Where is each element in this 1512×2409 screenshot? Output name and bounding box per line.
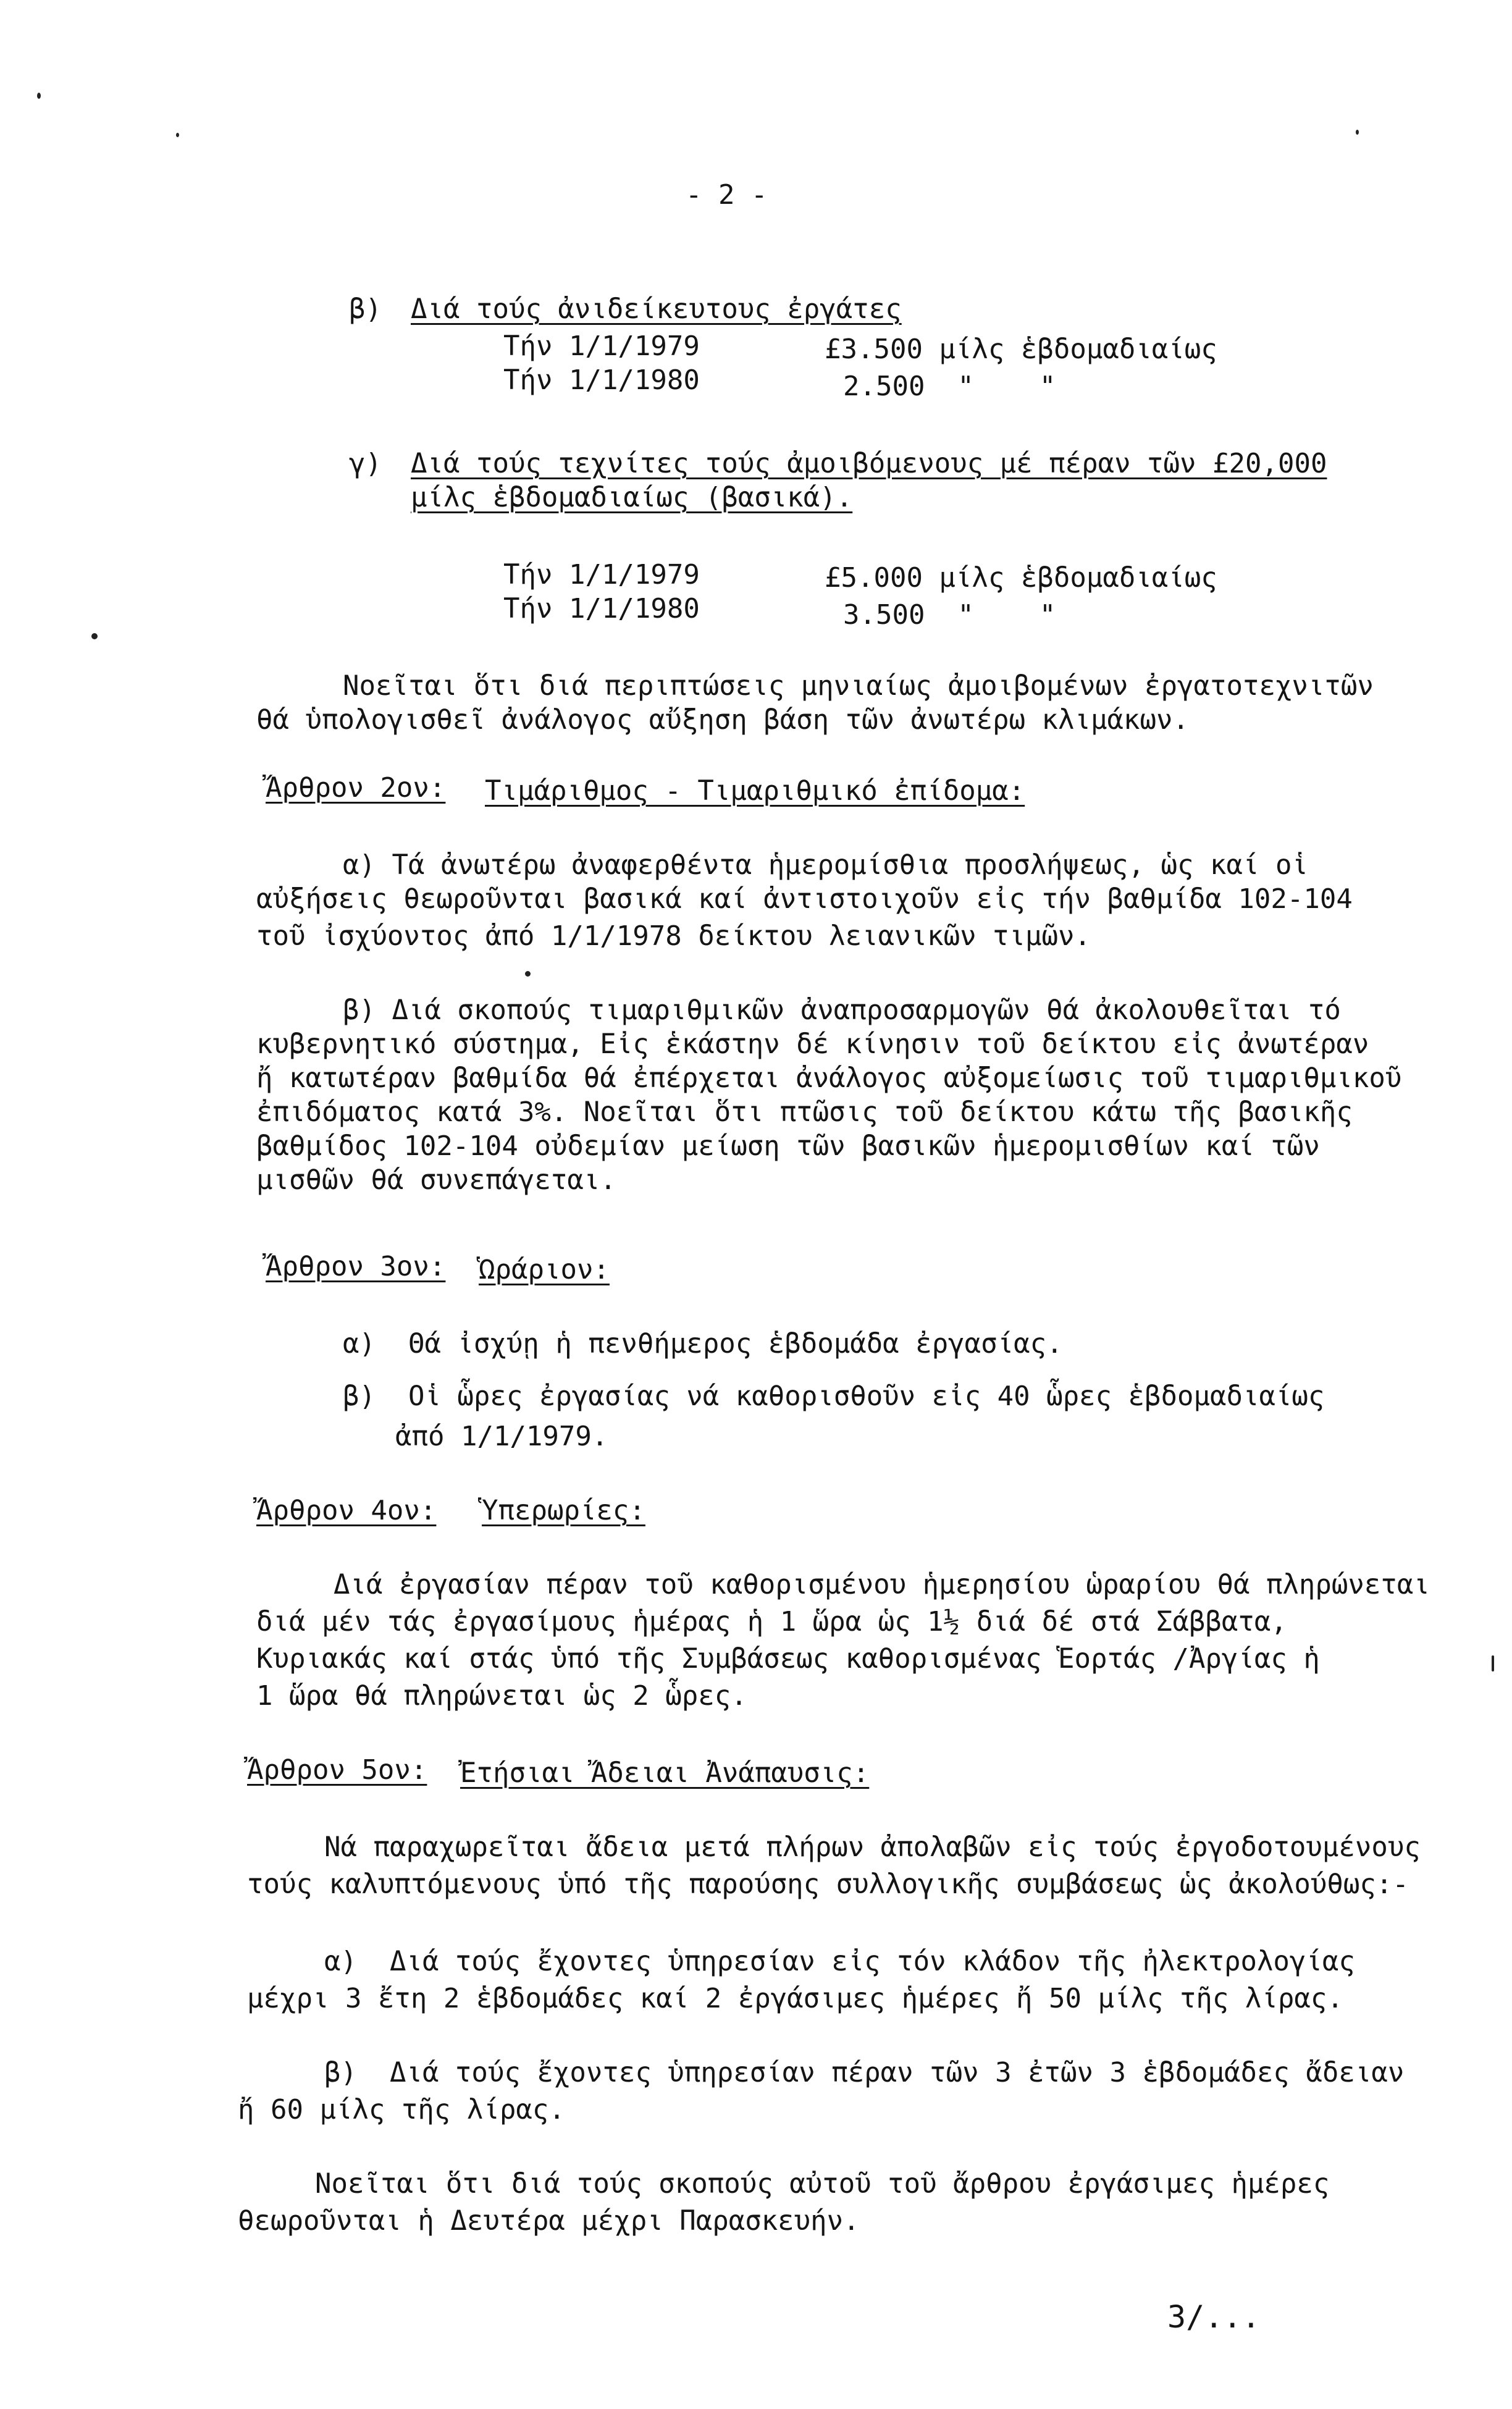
article-2-title: Τιμάριθμος - Τιμαριθμικό ἐπίδομα:: [485, 775, 1025, 807]
scan-speck: [91, 633, 98, 639]
gamma-row-2-amount: 3.500 " ": [843, 599, 1056, 631]
article-3-b-line1: β) Οἱ ὧρες ἐργασίας νά καθορισθοῦν εἰς 40 ὧρες ἑβδομαδιαίως: [343, 1381, 1325, 1412]
article-4-line4: 1 ὥρα θά πληρώνεται ὡς 2 ὧρες.: [256, 1680, 747, 1712]
article-2-b-line2: κυβερνητικό σύστημα, Εἰς ἑκάστην δέ κίνησιν τοῦ δείκτου εἰς ἀνωτέραν: [256, 1028, 1369, 1060]
scan-speck: [1492, 1655, 1494, 1671]
article-2-a-line1: α) Τά ἀνωτέρω ἀναφερθέντα ἡμερομίσθια προσλήψεως, ὡς καί οἱ: [343, 849, 1308, 881]
article-4-title: Ὑπερωρίες:: [482, 1495, 645, 1526]
article-2-b-line3: ἤ κατωτέραν βαθμίδα θά ἐπέρχεται ἀνάλογος αὐξομείωσις τοῦ τιμαριθμικοῦ: [256, 1062, 1402, 1094]
article-5-b-line2: ἤ 60 μίλς τῆς λίρας.: [238, 2094, 565, 2125]
gamma-heading-line1: Διά τούς τεχνίτες τούς ἀμοιβόμενους μέ πέραν τῶν £20,000: [411, 448, 1327, 479]
article-5-a-line1: α) Διά τούς ἔχοντες ὑπηρεσίαν εἰς τόν κλάδον τῆς ἠλεκτρολογίας: [324, 1946, 1355, 1977]
article-2-b-line5: βαθμίδος 102-104 οὐδεμίαν μείωση τῶν βασικῶν ἡμερομισθίων καί τῶν: [256, 1130, 1320, 1162]
article-5-intro-line2: τούς καλυπτόμενους ὑπό τῆς παρούσης συλλογικῆς συμβάσεως ὡς ἀκολούθως:-: [247, 1869, 1409, 1900]
article-4-line3: Κυριακάς καί στάς ὑπό τῆς Συμβάσεως καθορισμένας Ἑορτάς /Ἀργίας ἡ: [256, 1643, 1320, 1675]
article-2-a-line2: αὐξήσεις θεωροῦνται βασικά καί ἀντιστοιχοῦν εἰς τήν βαθμίδα 102-104: [256, 883, 1353, 915]
beta-heading: Διά τούς ἀνιδείκευτους ἐργάτες: [411, 293, 902, 325]
article-2-b-line4: ἐπιδόματος κατά 3%. Νοεῖται ὅτι πτῶσις τοῦ δείκτου κάτω τῆς βασικῆς: [256, 1096, 1353, 1128]
note-monthly-line2: θά ὑπολογισθεῖ ἀνάλογος αὔξηση βάση τῶν ἀνωτέρω κλιμάκων.: [256, 704, 1189, 736]
beta-row-2-date: Τήν 1/1/1980: [503, 364, 700, 396]
beta-row-2-amount: 2.500 " ": [843, 371, 1056, 402]
scan-speck: [1356, 130, 1359, 135]
article-3-b-line2: ἀπό 1/1/1979.: [395, 1421, 608, 1452]
article-2-label: Ἄρθρον 2ον:: [266, 772, 446, 804]
beta-row-1-amount: £3.500 μίλς ἑβδομαδιαίως: [825, 334, 1217, 365]
gamma-marker: γ): [349, 448, 382, 479]
scan-speck: [176, 133, 179, 137]
gamma-row-2-date: Τήν 1/1/1980: [503, 593, 700, 624]
article-5-intro-line1: Νά παραχωρεῖται ἄδεια μετά πλήρων ἀπολαβῶν εἰς τούς ἐργοδοτουμένους: [324, 1831, 1421, 1863]
article-4-label: Ἄρθρον 4ον:: [256, 1495, 437, 1526]
article-4-line1: Διά ἐργασίαν πέραν τοῦ καθορισμένου ἡμερησίου ὡραρίου θά πληρώνεται: [334, 1569, 1430, 1600]
article-2-b-line1: β) Διά σκοπούς τιμαριθμικῶν ἀναπροσαρμογῶν θά ἀκολουθεῖται τό: [343, 994, 1341, 1026]
article-2-a-line3: τοῦ ἰσχύοντος ἀπό 1/1/1978 δείκτου λειανικῶν τιμῶν.: [256, 920, 1091, 952]
gamma-heading-line2: μίλς ἑβδομαδιαίως (βασικά).: [411, 482, 853, 513]
beta-row-1-date: Τήν 1/1/1979: [503, 330, 700, 362]
article-5-note-line2: θεωροῦνται ἡ Δευτέρα μέχρι Παρασκευήν.: [238, 2205, 860, 2237]
beta-marker: β): [349, 293, 382, 325]
article-5-a-line2: μέχρι 3 ἔτη 2 ἑβδομάδες καί 2 ἐργάσιμες ἡμέρες ἤ 50 μίλς τῆς λίρας.: [247, 1983, 1343, 2014]
scan-speck: [525, 971, 531, 977]
article-5-note-line1: Νοεῖται ὅτι διά τούς σκοπούς αὐτοῦ τοῦ ἄρθρου ἐργάσιμες ἡμέρες: [315, 2168, 1330, 2200]
article-4-line2: διά μέν τάς ἐργασίμους ἡμέρας ἡ 1 ὥρα ὡς 1½ διά δέ στά Σάββατα,: [256, 1606, 1287, 1638]
scan-speck: [37, 93, 41, 99]
article-3-a: α) Θά ἰσχύῃ ἡ πενθήμερος ἑβδομάδα ἐργασίας.: [343, 1328, 1063, 1360]
page-number: - 2 -: [686, 179, 768, 211]
note-monthly-line1: Νοεῖται ὅτι διά περιπτώσεις μηνιαίως ἀμοιβομένων ἐργατοτεχνιτῶν: [343, 670, 1374, 702]
article-5-b-line1: β) Διά τούς ἔχοντες ὑπηρεσίαν πέραν τῶν 3 ἐτῶν 3 ἑβδομάδες ἄδειαν: [324, 2057, 1405, 2088]
continuation-marker: 3/...: [1167, 2299, 1261, 2335]
gamma-row-1-date: Τήν 1/1/1979: [503, 559, 700, 591]
article-5-title: Ἐτήσιαι Ἄδειαι Ἀνάπαυσις:: [460, 1757, 870, 1789]
article-3-title: Ὡράριον:: [479, 1254, 610, 1285]
article-3-label: Ἄρθρον 3ον:: [266, 1251, 446, 1282]
gamma-row-1-amount: £5.000 μίλς ἑβδομαδιαίως: [825, 562, 1217, 594]
article-5-label: Ἄρθρον 5ον:: [247, 1754, 427, 1786]
article-2-b-line6: μισθῶν θά συνεπάγεται.: [256, 1164, 616, 1196]
